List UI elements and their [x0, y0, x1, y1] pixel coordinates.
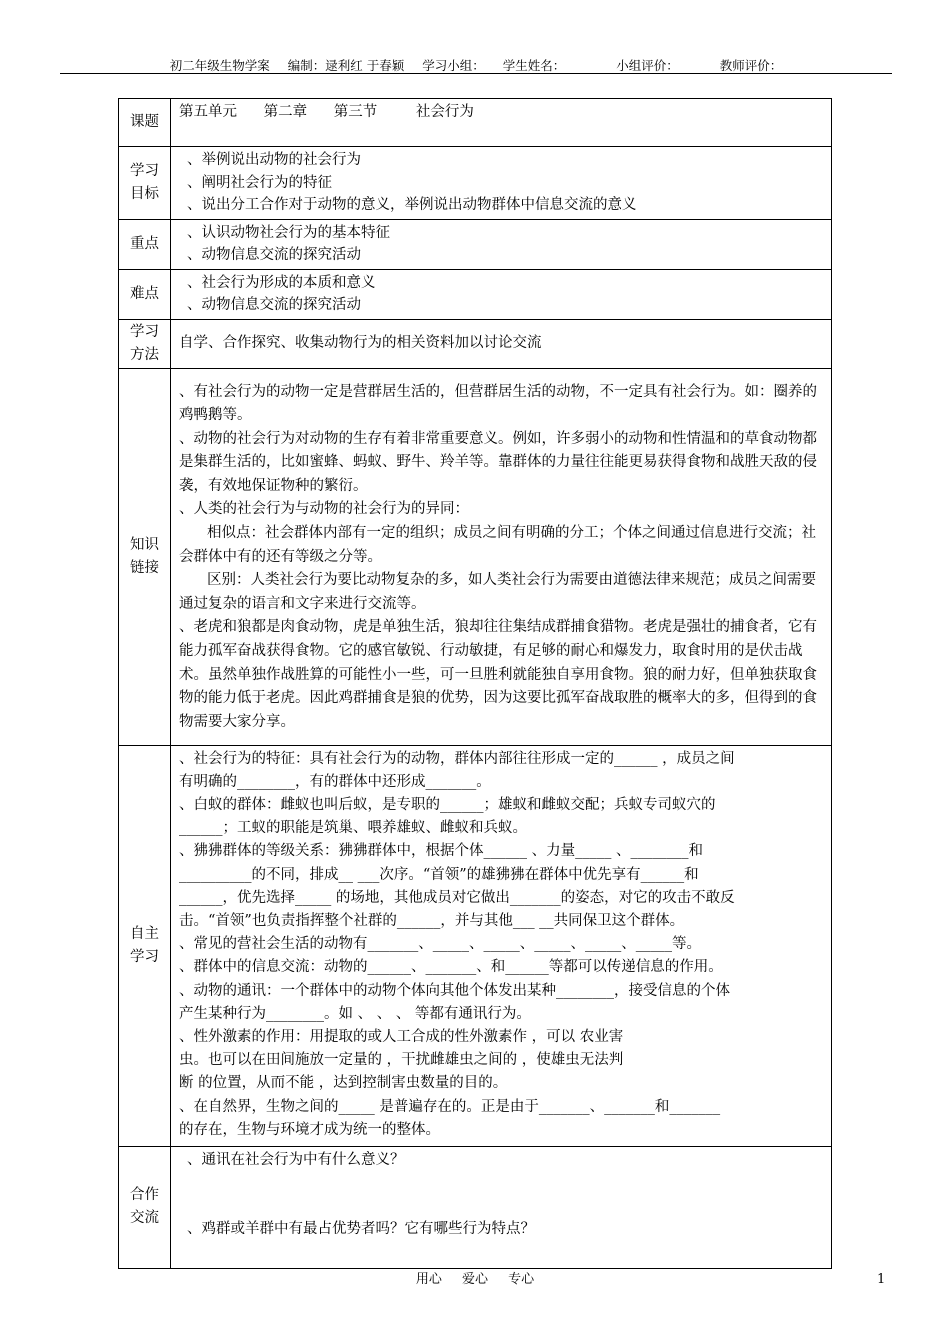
lesson-plan-table — [118, 98, 832, 1269]
method-row — [119, 319, 832, 368]
knowledge-paragraph: 、人类的社会行为与动物的社会行为的异同： — [179, 501, 469, 518]
course-name: 初二年级生物学案 — [169, 58, 270, 73]
discussion-question: 、通讯在社会行为中有什么意义？ — [187, 1151, 405, 1168]
knowledge-row — [119, 368, 832, 745]
student-name-label: 学生姓名： — [502, 58, 566, 73]
teacher-evaluation-label: 教师评价： — [719, 58, 783, 73]
difficulty-item: 、社会行为形成的本质和意义 — [187, 274, 376, 291]
knowledge-paragraph: 、动物的社会行为对动物的生存有着非常重要意义。例如，许多弱小的动物和性情温和的草食动物都是集群生活的，比如蜜蜂、蚂蚁、野牛、羚羊等。靠群体的力量往往能更易获得食物和战胜天敌的侵袭，有效地保证物种的繁衍。 — [179, 430, 817, 494]
knowledge-content — [171, 368, 832, 745]
method-content: 自学、合作探究、收集动物行为的相关资料加以讨论交流 — [171, 319, 832, 368]
fill-in-line: ______，优先选择_____ 的场地，其他成员对它做出_______的姿态，对它的攻击不敢反 — [179, 889, 735, 906]
page-number: 1 — [877, 1272, 886, 1287]
cooperation-content — [171, 1146, 832, 1268]
key-point-item: 、认识动物社会行为的基本特征 — [187, 224, 390, 241]
goals-label: 学习目标 — [119, 147, 171, 220]
chapter-title: 第二章 — [263, 104, 308, 120]
unit-title: 第五单元 — [179, 104, 237, 120]
footer-motto: 爱心 — [461, 1272, 488, 1287]
fill-in-line: __________的不同，排成__ ___次序。“首领”的雄狒狒在群体中优先享有______和 — [179, 866, 699, 883]
self-study-content — [171, 745, 832, 1146]
title-row-label: 课题 — [119, 99, 171, 147]
knowledge-paragraph: 区别：人类社会行为要比动物复杂的多，如人类社会行为需要由道德法律来规范；成员之间需要通过复杂的语言和文字来进行交流等。 — [179, 572, 816, 612]
method-label: 学习方法 — [119, 319, 171, 368]
topic-title: 社会行为 — [415, 104, 474, 120]
page-footer — [0, 1271, 950, 1289]
footer-motto: 用心 — [415, 1272, 442, 1287]
goals-row — [119, 147, 832, 220]
goals-content — [171, 147, 832, 220]
fill-in-line: 断 的位置，从而不能 ，达到控制害虫数量的目的。 — [179, 1075, 508, 1092]
key-points-content — [171, 219, 832, 269]
difficulties-content — [171, 269, 832, 319]
fill-in-line: 击。“首领”也负责指挥整个社群的______，并与其他___ __共同保卫这个群体。 — [179, 912, 685, 929]
title-row — [119, 99, 832, 147]
cooperation-label: 合作交流 — [119, 1146, 171, 1268]
lesson-title — [171, 99, 832, 147]
discussion-question: 、鸡群或羊群中有最占优势者吗？它有哪些行为特点？ — [187, 1221, 535, 1238]
self-study-row — [119, 745, 832, 1146]
fill-in-line: 、白蚁的群体：雌蚁也叫后蚁，是专职的______；雄蚁和雌蚁交配；兵蚁专司蚁穴的 — [179, 796, 716, 813]
fill-in-line: 、群体中的信息交流：动物的______、_______、和______等都可以传递信息的作用。 — [179, 959, 723, 976]
key-points-row — [119, 219, 832, 269]
knowledge-label: 知识链接 — [119, 368, 171, 745]
difficulties-label: 难点 — [119, 269, 171, 319]
goal-item: 、举例说出动物的社会行为 — [187, 152, 361, 168]
goal-item: 、说出分工合作对于动物的意义，举例说出动物群体中信息交流的意义 — [187, 197, 637, 213]
fill-in-line: 产生某种行为________。如 、 、 、 等都有通讯行为。 — [179, 1005, 531, 1022]
group-evaluation-label: 小组评价： — [616, 58, 679, 73]
fill-in-line: 、狒狒群体的等级关系：狒狒群体中，根据个体______ 、力量_____ 、________和 — [179, 843, 703, 860]
goal-item: 、阐明社会行为的特征 — [187, 174, 332, 191]
fill-in-line: 、动物的通讯：一个群体中的动物个体向其他个体发出某种________，接受信息的个体 — [179, 982, 730, 999]
header-divider — [60, 73, 892, 74]
knowledge-paragraph: 相似点：社会群体内部有一定的组织；成员之间有明确的分工；个体之间通过信息进行交流；社会群体中有的还有等级之分等。 — [179, 525, 816, 565]
difficulties-row — [119, 269, 832, 319]
key-points-label: 重点 — [119, 219, 171, 269]
fill-in-line: 、常见的营社会生活的动物有_______、_____、_____、_____、_____、_____等。 — [179, 936, 701, 953]
fill-in-line: 、在自然界，生物之间的_____ 是普遍存在的。正是由于_______、_______和_______ — [179, 1098, 721, 1115]
knowledge-paragraph: 、有社会行为的动物一定是营群居生活的，但营群居生活的动物，不一定具有社会行为。如：圈养的鸡鸭鹅等。 — [179, 383, 817, 424]
editors: 编制：逯利红 于春颖 — [287, 58, 405, 73]
cooperation-row — [119, 1146, 832, 1268]
fill-in-line: ______；工蚁的职能是筑巢、喂养雄蚁、雌蚁和兵蚁。 — [179, 820, 527, 837]
fill-in-line: 、性外激素的作用：用提取的或人工合成的性外激素作 ，可以 农业害 — [179, 1028, 624, 1045]
fill-in-line: 有明确的________，有的群体中还形成_______。 — [179, 773, 491, 790]
study-group-label: 学习小组： — [422, 58, 485, 73]
footer-motto: 专心 — [508, 1272, 535, 1287]
key-point-item: 、动物信息交流的探究活动 — [187, 247, 361, 263]
fill-in-line: 虫。也可以在田间施放一定量的 ，干扰雌雄虫之间的 ，使雄虫无法判 — [179, 1052, 624, 1069]
section-title: 第三节 — [333, 104, 378, 120]
self-study-label: 自主学习 — [119, 745, 171, 1146]
fill-in-line: 的存在，生物与环境才成为统一的整体。 — [179, 1121, 440, 1138]
knowledge-paragraph: 、老虎和狼都是肉食动物，虎是单独生活，狼却往往集结成群捕食猎物。老虎是强壮的捕食者，它有能力孤军奋战获得食物。它的感官敏锐、行动敏捷，有足够的耐心和爆发力，取食时用的是伏击战术。虽然单独作战胜算的可能性小一些，可一旦胜利就能独自享用食物。狼的耐力好，但单独获取食物的能力低于老虎。因此鸡群捕食是狼的优势，因为这要比孤军奋战取胜的概率大的多，但得到的食物需要大家分享。 — [179, 619, 817, 730]
fill-in-line: 、社会行为的特征：具有社会行为的动物，群体内部往往形成一定的______ ，成员之间 — [179, 750, 735, 767]
difficulty-item: 、动物信息交流的探究活动 — [187, 297, 361, 313]
